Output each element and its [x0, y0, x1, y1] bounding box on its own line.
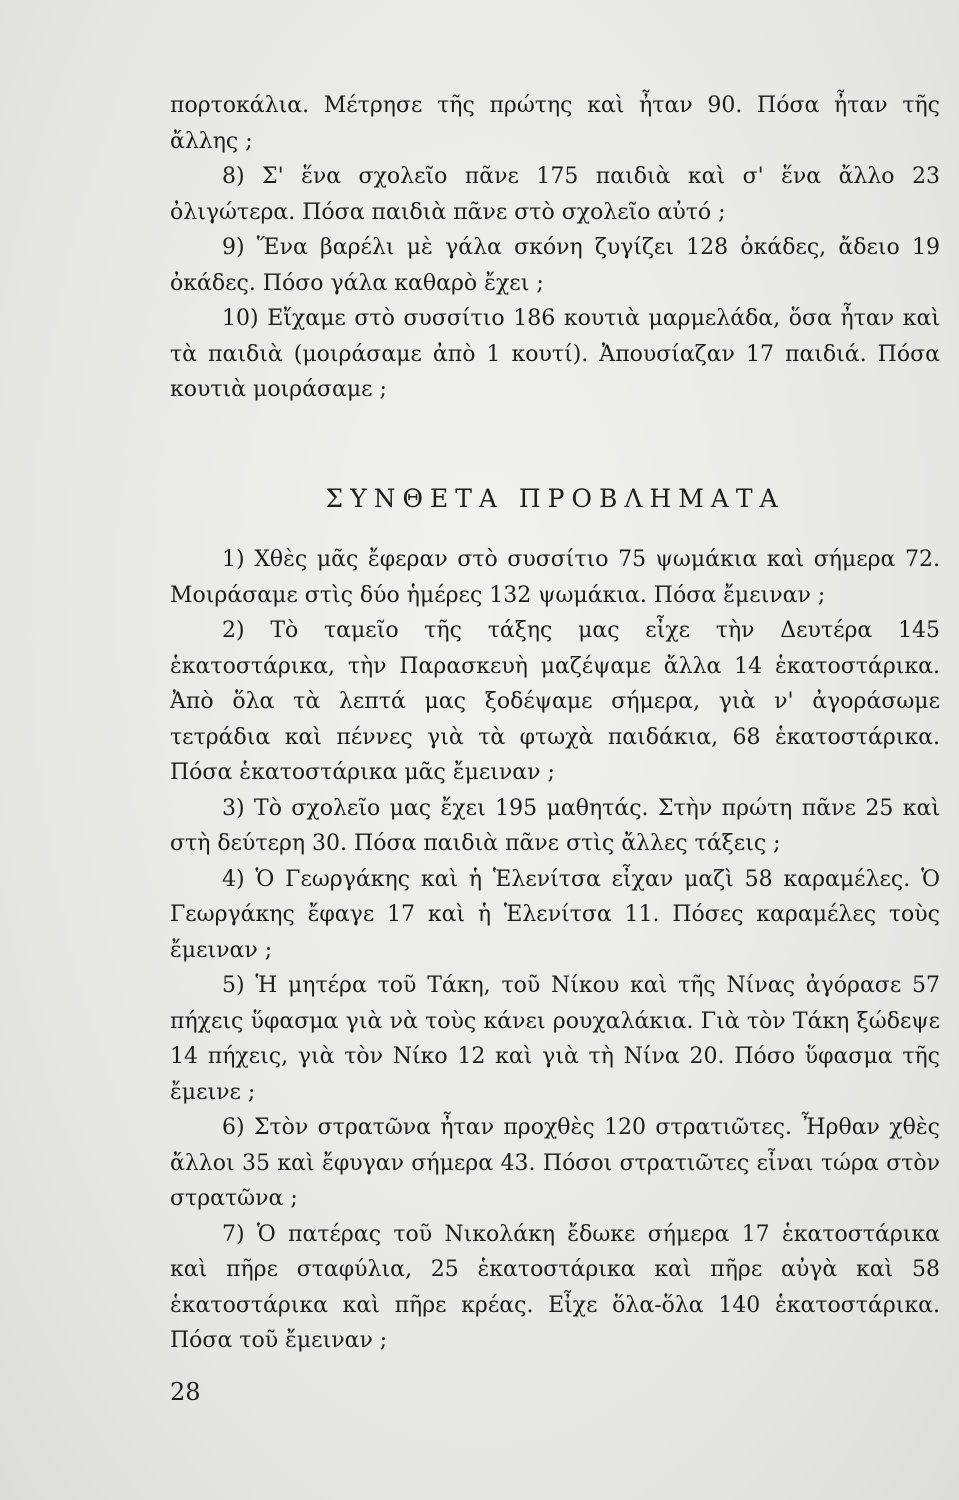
composite-problem-3: 3) Τὸ σχολεῖο μας ἔχει 195 μαθητάς. Στὴν πρώτη πᾶνε 25 καὶ στὴ δεύτερη 30. Πόσα παιδιὰ πᾶνε στὶς ἄλλες τάξεις ; [170, 795, 940, 856]
composite-problem-1: 1) Χθὲς μᾶς ἔφεραν στὸ συσσίτιο 75 ψωμάκια καὶ σήμερα 72. Μοιράσαμε στὶς δύο ἡμέρες 132 ψωμάκια. Πόσα ἔμειναν ; [170, 547, 940, 608]
section-heading: ΣΥΝΘΕΤΑ ΠΡΟΒΛΗΜΑΤΑ [325, 484, 785, 513]
problem-8: 8) Σ' ἕνα σχολεῖο πᾶνε 175 παιδιὰ καὶ σ' ἕνα ἄλλο 23 ὀλιγώτερα. Πόσα παιδιὰ πᾶνε στὸ σχολεῖο αὐτό ; [170, 164, 940, 225]
composite-problem-5: 5) Ἡ μητέρα τοῦ Τάκη, τοῦ Νίκου καὶ τῆς Νίνας ἀγόρασε 57 πήχεις ὕφασμα γιὰ νὰ τοὺς κάνει ρουχαλάκια. Γιὰ τὸν Τάκη ξώδεψε 14 πήχεις, γιὰ τὸν Νίκο 12 καὶ γιὰ τὴ Νίνα 20. Πόσο ὕφασμα τῆς ἔμεινε ; [170, 973, 940, 1105]
composite-problem-2: 2) Τὸ ταμεῖο τῆς τάξης μας εἶχε τὴν Δευτέρα 145 ἑκατοστάρικα, τὴν Παρασκευὴ μαζέψαμε ἄλλα 14 ἑκατοστάρικα. Ἀπὸ ὅλα τὰ λεπτά μας ξοδέψαμε σήμερα, γιὰ ν' ἀγοράσωμε τετράδια καὶ πέννες γιὰ τὰ φτωχὰ παιδάκια, 68 ἑκατοστάρικα. Πόσα ἑκατοστάρικα μᾶς ἔμειναν ; [170, 618, 940, 785]
problem-9: 9) Ἕνα βαρέλι μὲ γάλα σκόνη ζυγίζει 128 ὀκάδες, ἄδειο 19 ὀκάδες. Πόσο γάλα καθαρὸ ἔχει ; [170, 235, 940, 296]
page-number: 28 [170, 1378, 201, 1406]
top-text-block [170, 88, 940, 408]
paragraph-continuation: πορτοκάλια. Μέτρησε τῆς πρώτης καὶ ἦταν 90. Πόσα ἦταν τῆς ἄλλης ; [170, 93, 940, 154]
composite-problems-block [170, 542, 940, 1359]
problem-10: 10) Εἴχαμε στὸ συσσίτιο 186 κουτιὰ μαρμελάδα, ὅσα ἦταν καὶ τὰ παιδιὰ (μοιράσαμε ἀπὸ 1 κουτί). Ἀπουσίαζαν 17 παιδιά. Πόσα κουτιὰ μοιράσαμε ; [170, 306, 940, 402]
composite-problem-7: 7) Ὁ πατέρας τοῦ Νικολάκη ἔδωκε σήμερα 17 ἑκατοστάρικα καὶ πῆρε σταφύλια, 25 ἑκατοστάρικα καὶ πῆρε αὐγὰ καὶ 58 ἑκατοστάρικα καὶ πῆρε κρέας. Εἶχε ὅλα-ὅλα 140 ἑκατοστάρικα. Πόσα τοῦ ἔμειναν ; [170, 1221, 940, 1353]
composite-problem-4: 4) Ὁ Γεωργάκης καὶ ἡ Ἑλενίτσα εἶχαν μαζὶ 58 καραμέλες. Ὁ Γεωργάκης ἔφαγε 17 καὶ ἡ Ἑλενίτσα 11. Πόσες καραμέλες τοὺς ἔμειναν ; [170, 866, 940, 963]
composite-problem-6: 6) Στὸν στρατῶνα ἦταν προχθὲς 120 στρατιῶτες. Ἦρθαν χθὲς ἄλλοι 35 καὶ ἔφυγαν σήμερα 43. Πόσοι στρατιῶτες εἶναι τώρα στὸν στρατῶνα ; [170, 1115, 940, 1211]
